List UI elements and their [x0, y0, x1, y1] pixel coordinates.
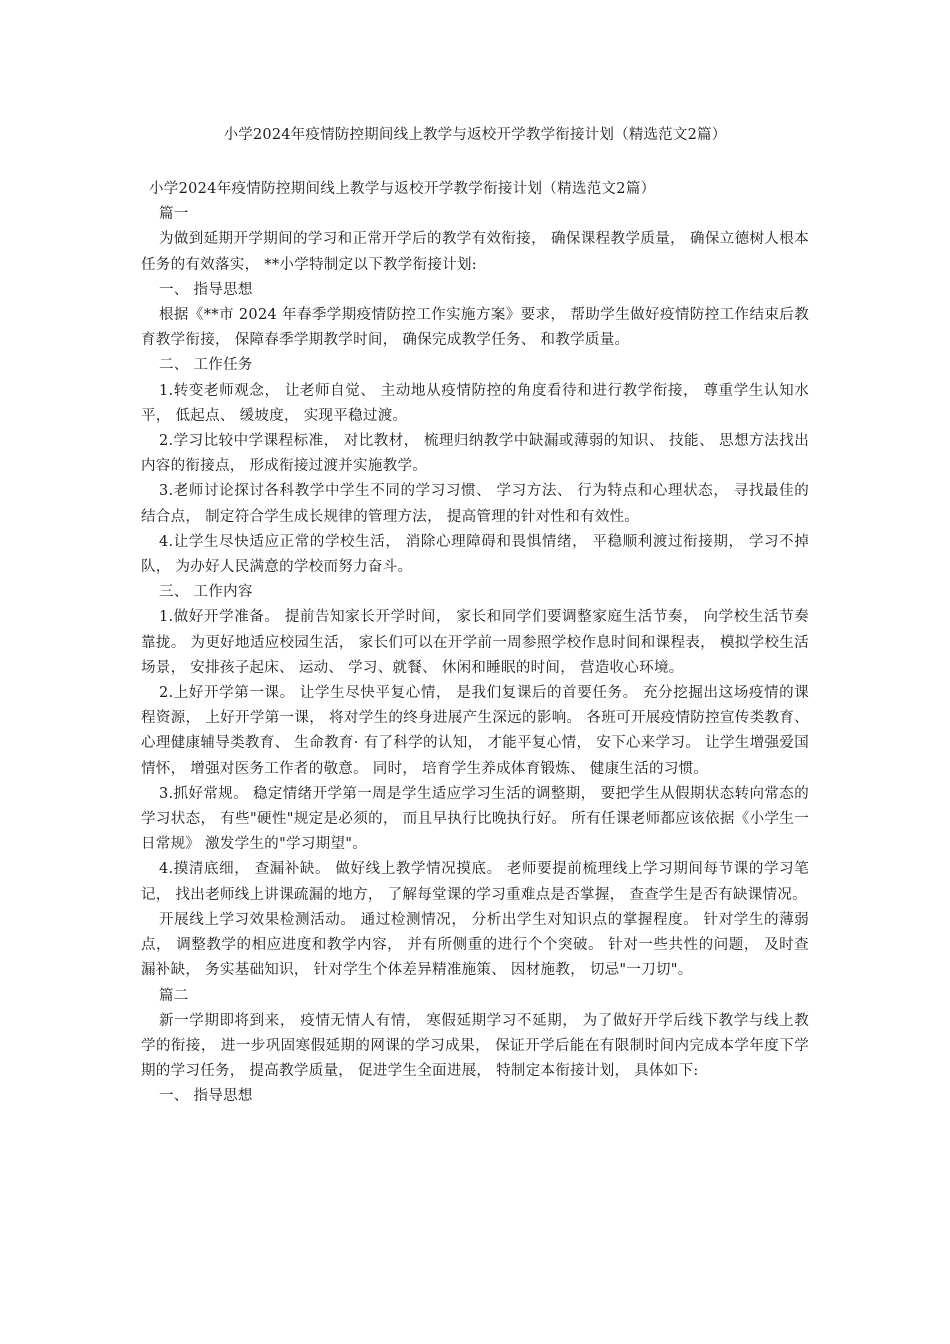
- list-item: 4.摸清底细， 查漏补缺。 做好线上教学情况摸底。 老师要提前梳理线上学习期间每节课的学习笔记， 找出老师线上讲课疏漏的地方， 了解每堂课的学习重难点是否掌握， 查查学生是否有缺课情况。: [141, 861, 809, 903]
- list-item: 3.老师讨论探讨各科教学中学生不同的学习习惯、 学习方法、 行为特点和心理状态， 寻找最佳的结合点， 制定符合学生成长规律的管理方法， 提高管理的针对性和有效性。: [141, 483, 809, 525]
- paragraph: 新一学期即将到来， 疫情无情人有情， 寒假延期学习不延期， 为了做好开学后线下教学与线上教学的衔接， 进一步巩固寒假延期的网课的学习成果， 保证开学后能在有限制时间内完成本学年度下学期的学习任务， 提高教学质量， 促进学生全面进展， 特制定本衔接计划， 具体如下:: [141, 1012, 809, 1080]
- paragraph: 根据《**市 2024 年春季学期疫情防控工作实施方案》要求， 帮助学生做好疫情防控工作结束后教育教学衔接， 保障春季学期教学时间， 确保完成教学任务、 和教学质量。: [141, 307, 809, 349]
- list-item: 1.转变老师观念， 让老师自觉、 主动地从疫情防控的角度看待和进行教学衔接， 尊重学生认知水平， 低起点、 缓坡度， 实现平稳过渡。: [141, 382, 809, 424]
- list-item: 2.学习比较中学课程标准， 对比教材， 梳理归纳教学中缺漏或薄弱的知识、 技能、 思想方法找出内容的衔接点， 形成衔接过渡并实施教学。: [141, 433, 809, 475]
- list-item: 4.让学生尽快适应正常的学校生活， 消除心理障碍和畏惧情绪， 平稳顺利渡过衔接期， 学习不掉队， 为办好人民满意的学校而努力奋斗。: [141, 533, 809, 576]
- section-heading: 二、 工作任务: [159, 357, 253, 374]
- list-item: 3.抓好常规。 稳定情绪开学第一周是学生适应学习生活的调整期， 要把学生从假期状态转向常态的学习状态， 有些"硬性"规定是必须的， 而且早执行比晚执行好。 所有任课老师都应该依据《小学生一日常规》 激发学生的"学习期望"。: [141, 785, 809, 853]
- list-item: 1.做好开学准备。 提前告知家长开学时间， 家长和同学们要调整家庭生活节奏， 向学校生活节奏靠拢。 为更好地适应校园生活， 家长们可以在开学前一周参照学校作息时间和课程表， 模拟学校生活场景， 安排孩子起床、 运动、 学习、就餐、 休闲和睡眠的时间， 营造收心环境。: [141, 609, 809, 676]
- section-heading: 一、 指导思想: [159, 281, 253, 298]
- list-item: 2.上好开学第一课。 让学生尽快平复心情， 是我们复课后的首要任务。 充分挖掘出这场疫情的课程资源， 上好开学第一课， 将对学生的终身进展产生深远的影响。 各班可开展疫情防控宣传类教育、 心理健康辅导类教育、 生命教育· 有了科学的认知， 才能平复心情， 安下心来学习。 让学生增强爱国情怀， 增强对医务工作者的敬意。 同时， 培育学生养成体育锻炼、 健康生活的习惯。: [141, 685, 809, 777]
- document-subtitle: 小学2024年疫情防控期间线上教学与返校开学教学衔接计划（精选范文2篇）: [149, 181, 656, 197]
- section-heading-part-two: 篇二: [159, 987, 189, 1004]
- document-title: 小学2024年疫情防控期间线上教学与返校开学教学衔接计划（精选范文2篇）: [223, 127, 727, 143]
- section-heading-part-one: 篇一: [159, 206, 189, 223]
- section-heading: 一、 指导思想: [159, 1088, 253, 1105]
- document-body: [141, 177, 809, 1110]
- section-heading: 三、 工作内容: [159, 584, 253, 601]
- paragraph: 为做到延期开学期间的学习和正常开学后的教学有效衔接， 确保课程教学质量， 确保立德树人根本任务的有效落实， **小学特制定以下教学衔接计划:: [141, 231, 809, 273]
- paragraph: 开展线上学习效果检测活动。 通过检测情况， 分析出学生对知识点的掌握程度。 针对学生的薄弱点， 调整教学的相应进度和教学内容， 并有所侧重的进行个个突破。 针对一些共性的问题， 及时查漏补缺， 务实基础知识， 针对学生个体差异精准施策、 因材施教， 切忌"一刀切"。: [141, 911, 809, 979]
